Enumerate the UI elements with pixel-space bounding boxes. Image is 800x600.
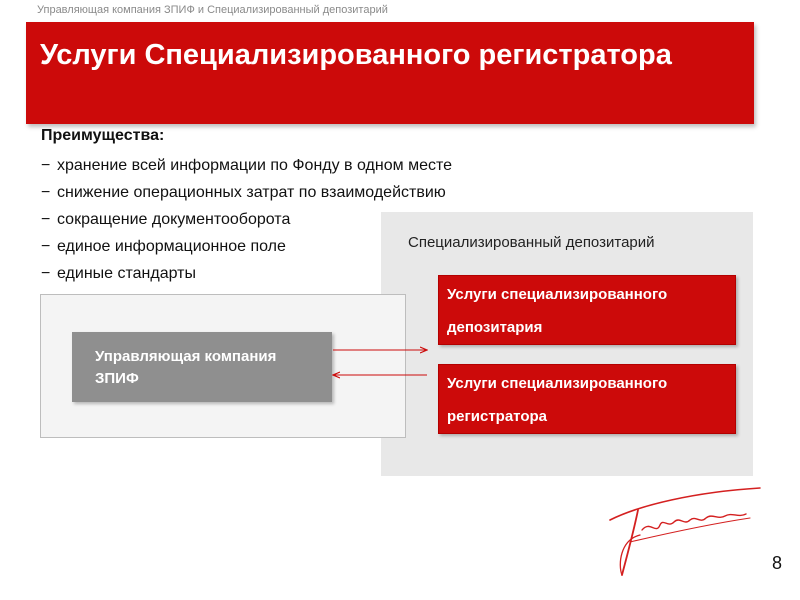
dash-bullet: − (41, 211, 51, 228)
service-label: депозитария (447, 319, 543, 336)
depository-title: Специализированный депозитарий (408, 234, 655, 251)
dash-bullet: − (41, 238, 51, 255)
advantages-heading: Преимущества: (41, 127, 165, 144)
service-label: Услуги специализированного (447, 286, 668, 303)
list-item-text: единые стандарты (57, 265, 196, 282)
service-label: Услуги специализированного (447, 375, 668, 392)
dash-bullet: − (41, 184, 51, 201)
dash-bullet: − (41, 265, 51, 282)
dash-bullet: − (41, 157, 51, 174)
list-item-text: сокращение документооборота (57, 211, 291, 228)
signature-logo (600, 480, 770, 580)
management-label: Управляющая компания (95, 348, 277, 365)
list-item-text: единое информационное поле (57, 238, 286, 255)
list-item-text: хранение всей информации по Фонду в одном месте (57, 157, 453, 174)
service-label: регистратора (447, 408, 547, 425)
top-caption: Управляющая компания ЗПИФ и Специализированный депозитарий (37, 4, 388, 16)
list-item-text: снижение операционных затрат по взаимодействию (57, 184, 446, 201)
management-label: ЗПИФ (95, 370, 139, 387)
page-title: Услуги Специализированного регистратора (40, 39, 672, 71)
page-number: 8 (772, 553, 783, 573)
